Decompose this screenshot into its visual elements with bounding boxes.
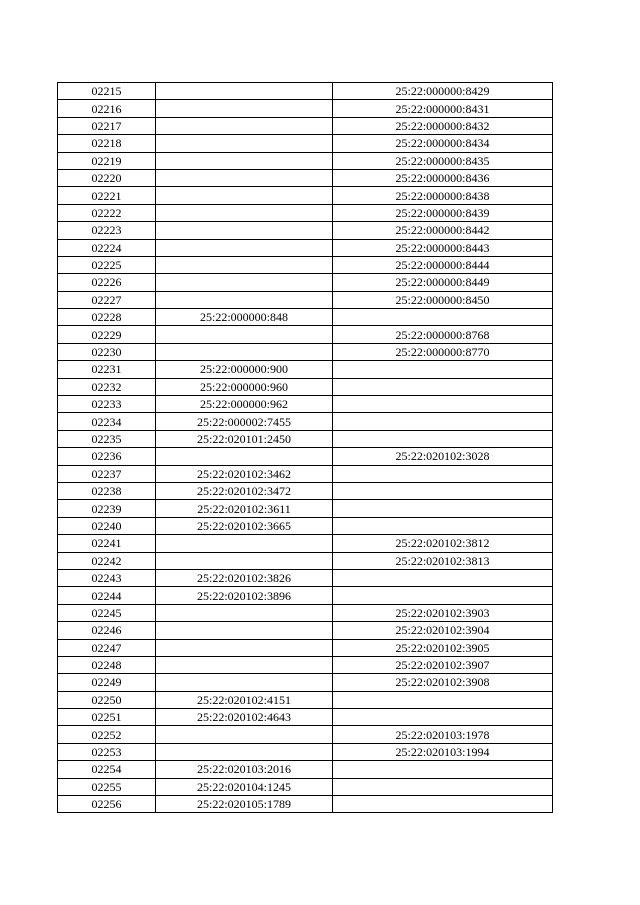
row-number-cell: 02228 (58, 309, 156, 326)
row-number-cell: 02250 (58, 691, 156, 708)
cadastral-number-b-cell: 25:22:020102:3611 (156, 500, 333, 517)
row-number-cell: 02233 (58, 396, 156, 413)
cadastral-number-c-cell (333, 361, 553, 378)
row-number-cell: 02252 (58, 726, 156, 743)
table-row (58, 291, 553, 308)
cadastral-number-c-cell: 25:22:000000:8436 (333, 169, 553, 186)
row-number-cell: 02218 (58, 135, 156, 152)
cadastral-number-b-cell (156, 622, 333, 639)
cadastral-number-b-cell: 25:22:020102:3826 (156, 569, 333, 586)
cadastral-number-c-cell (333, 309, 553, 326)
cadastral-number-b-cell (156, 239, 333, 256)
cadastral-number-c-cell: 25:22:020102:3903 (333, 604, 553, 621)
table-row (58, 552, 553, 569)
row-number-cell: 02225 (58, 256, 156, 273)
cadastral-number-b-cell (156, 639, 333, 656)
table-row (58, 639, 553, 656)
table-row (58, 343, 553, 360)
cadastral-number-b-cell (156, 100, 333, 117)
row-number-cell: 02251 (58, 709, 156, 726)
row-number-cell: 02224 (58, 239, 156, 256)
cadastral-number-b-cell: 25:22:000002:7455 (156, 413, 333, 430)
table-row (58, 796, 553, 813)
table-row (58, 500, 553, 517)
table-row (58, 761, 553, 778)
cadastral-number-c-cell: 25:22:000000:8431 (333, 100, 553, 117)
table-row (58, 587, 553, 604)
cadastral-number-b-cell: 25:22:020101:2450 (156, 430, 333, 447)
cadastral-number-c-cell: 25:22:020102:3812 (333, 535, 553, 552)
cadastral-number-c-cell: 25:22:000000:8438 (333, 187, 553, 204)
table-row (58, 309, 553, 326)
cadastral-number-b-cell: 25:22:020102:3462 (156, 465, 333, 482)
cadastral-number-b-cell: 25:22:000000:848 (156, 309, 333, 326)
cadastral-number-b-cell (156, 117, 333, 134)
cadastral-number-b-cell (156, 604, 333, 621)
cadastral-number-b-cell (156, 187, 333, 204)
table-row (58, 378, 553, 395)
cadastral-number-b-cell: 25:22:000000:962 (156, 396, 333, 413)
table-row (58, 83, 553, 100)
cadastral-number-c-cell: 25:22:000000:8768 (333, 326, 553, 343)
table-row (58, 622, 553, 639)
table-row (58, 117, 553, 134)
cadastral-number-c-cell: 25:22:000000:8435 (333, 152, 553, 169)
row-number-cell: 02242 (58, 552, 156, 569)
row-number-cell: 02256 (58, 796, 156, 813)
cadastral-number-c-cell: 25:22:000000:8449 (333, 274, 553, 291)
cadastral-number-b-cell (156, 152, 333, 169)
cadastral-number-c-cell (333, 430, 553, 447)
table-row (58, 726, 553, 743)
cadastral-number-c-cell (333, 396, 553, 413)
cadastral-number-b-cell (156, 222, 333, 239)
row-number-cell: 02248 (58, 656, 156, 673)
cadastral-number-c-cell (333, 691, 553, 708)
table-body (58, 83, 553, 813)
cadastral-number-c-cell (333, 587, 553, 604)
cadastral-number-c-cell: 25:22:000000:8770 (333, 343, 553, 360)
cadastral-number-c-cell: 25:22:000000:8443 (333, 239, 553, 256)
cadastral-number-b-cell (156, 535, 333, 552)
table-row (58, 169, 553, 186)
row-number-cell: 02221 (58, 187, 156, 204)
table-row (58, 465, 553, 482)
cadastral-number-c-cell: 25:22:020102:3028 (333, 448, 553, 465)
table-row (58, 256, 553, 273)
table-row (58, 152, 553, 169)
row-number-cell: 02238 (58, 482, 156, 499)
cadastral-number-b-cell: 25:22:020104:1245 (156, 778, 333, 795)
cadastral-number-c-cell: 25:22:000000:8429 (333, 83, 553, 100)
table-row (58, 482, 553, 499)
cadastral-number-b-cell (156, 169, 333, 186)
cadastral-number-c-cell: 25:22:020102:3813 (333, 552, 553, 569)
table-row (58, 361, 553, 378)
cadastral-number-c-cell: 25:22:000000:8439 (333, 204, 553, 221)
table-row (58, 239, 553, 256)
table-row (58, 326, 553, 343)
cadastral-number-b-cell (156, 83, 333, 100)
cadastral-number-c-cell: 25:22:000000:8450 (333, 291, 553, 308)
table-row (58, 517, 553, 534)
cadastral-number-c-cell (333, 500, 553, 517)
cadastral-number-c-cell (333, 465, 553, 482)
cadastral-number-c-cell: 25:22:020102:3908 (333, 674, 553, 691)
row-number-cell: 02254 (58, 761, 156, 778)
row-number-cell: 02245 (58, 604, 156, 621)
row-number-cell: 02226 (58, 274, 156, 291)
row-number-cell: 02216 (58, 100, 156, 117)
row-number-cell: 02249 (58, 674, 156, 691)
cadastral-number-c-cell: 25:22:020102:3907 (333, 656, 553, 673)
row-number-cell: 02215 (58, 83, 156, 100)
table-row (58, 674, 553, 691)
row-number-cell: 02246 (58, 622, 156, 639)
cadastral-number-c-cell (333, 709, 553, 726)
cadastral-number-b-cell (156, 552, 333, 569)
table-row (58, 604, 553, 621)
table-row (58, 535, 553, 552)
cadastral-number-b-cell: 25:22:020105:1789 (156, 796, 333, 813)
row-number-cell: 02217 (58, 117, 156, 134)
table-row (58, 448, 553, 465)
cadastral-number-b-cell (156, 656, 333, 673)
table-row (58, 778, 553, 795)
row-number-cell: 02235 (58, 430, 156, 447)
cadastral-number-c-cell (333, 778, 553, 795)
row-number-cell: 02231 (58, 361, 156, 378)
cadastral-number-b-cell (156, 743, 333, 760)
cadastral-number-b-cell (156, 135, 333, 152)
cadastral-number-c-cell (333, 378, 553, 395)
table-row (58, 100, 553, 117)
row-number-cell: 02227 (58, 291, 156, 308)
cadastral-number-b-cell (156, 256, 333, 273)
cadastral-number-b-cell (156, 274, 333, 291)
cadastral-number-b-cell (156, 343, 333, 360)
row-number-cell: 02253 (58, 743, 156, 760)
row-number-cell: 02234 (58, 413, 156, 430)
row-number-cell: 02243 (58, 569, 156, 586)
row-number-cell: 02230 (58, 343, 156, 360)
row-number-cell: 02232 (58, 378, 156, 395)
cadastral-number-c-cell: 25:22:000000:8434 (333, 135, 553, 152)
table-row (58, 204, 553, 221)
row-number-cell: 02239 (58, 500, 156, 517)
table-row (58, 691, 553, 708)
row-number-cell: 02241 (58, 535, 156, 552)
cadastral-number-b-cell (156, 326, 333, 343)
cadastral-number-b-cell: 25:22:020102:3896 (156, 587, 333, 604)
row-number-cell: 02255 (58, 778, 156, 795)
row-number-cell: 02244 (58, 587, 156, 604)
cadastral-number-c-cell (333, 413, 553, 430)
cadastral-number-c-cell: 25:22:020103:1994 (333, 743, 553, 760)
row-number-cell: 02222 (58, 204, 156, 221)
cadastral-number-b-cell: 25:22:000000:900 (156, 361, 333, 378)
row-number-cell: 02229 (58, 326, 156, 343)
cadastral-number-c-cell (333, 569, 553, 586)
table-row (58, 430, 553, 447)
table-row (58, 743, 553, 760)
cadastral-number-b-cell (156, 674, 333, 691)
cadastral-number-b-cell (156, 291, 333, 308)
row-number-cell: 02247 (58, 639, 156, 656)
row-number-cell: 02240 (58, 517, 156, 534)
cadastral-number-c-cell: 25:22:000000:8432 (333, 117, 553, 134)
table-row (58, 396, 553, 413)
cadastral-number-b-cell: 25:22:020102:3472 (156, 482, 333, 499)
table-row (58, 135, 553, 152)
cadastral-number-c-cell: 25:22:020102:3904 (333, 622, 553, 639)
row-number-cell: 02220 (58, 169, 156, 186)
row-number-cell: 02237 (58, 465, 156, 482)
cadastral-number-c-cell: 25:22:000000:8442 (333, 222, 553, 239)
row-number-cell: 02236 (58, 448, 156, 465)
cadastral-number-b-cell (156, 204, 333, 221)
table-row (58, 274, 553, 291)
table-row (58, 709, 553, 726)
table-row (58, 413, 553, 430)
cadastral-number-b-cell: 25:22:020102:4643 (156, 709, 333, 726)
cadastral-number-c-cell: 25:22:020102:3905 (333, 639, 553, 656)
data-table (57, 82, 553, 813)
cadastral-number-b-cell: 25:22:020102:4151 (156, 691, 333, 708)
cadastral-number-b-cell: 25:22:020102:3665 (156, 517, 333, 534)
table-row (58, 569, 553, 586)
table-row (58, 222, 553, 239)
cadastral-number-c-cell: 25:22:020103:1978 (333, 726, 553, 743)
cadastral-number-c-cell (333, 761, 553, 778)
cadastral-number-c-cell: 25:22:000000:8444 (333, 256, 553, 273)
cadastral-number-c-cell (333, 796, 553, 813)
row-number-cell: 02219 (58, 152, 156, 169)
cadastral-number-c-cell (333, 482, 553, 499)
cadastral-number-b-cell (156, 726, 333, 743)
table-row (58, 656, 553, 673)
cadastral-number-b-cell: 25:22:000000:960 (156, 378, 333, 395)
table-row (58, 187, 553, 204)
row-number-cell: 02223 (58, 222, 156, 239)
cadastral-number-c-cell (333, 517, 553, 534)
cadastral-number-b-cell: 25:22:020103:2016 (156, 761, 333, 778)
cadastral-number-b-cell (156, 448, 333, 465)
